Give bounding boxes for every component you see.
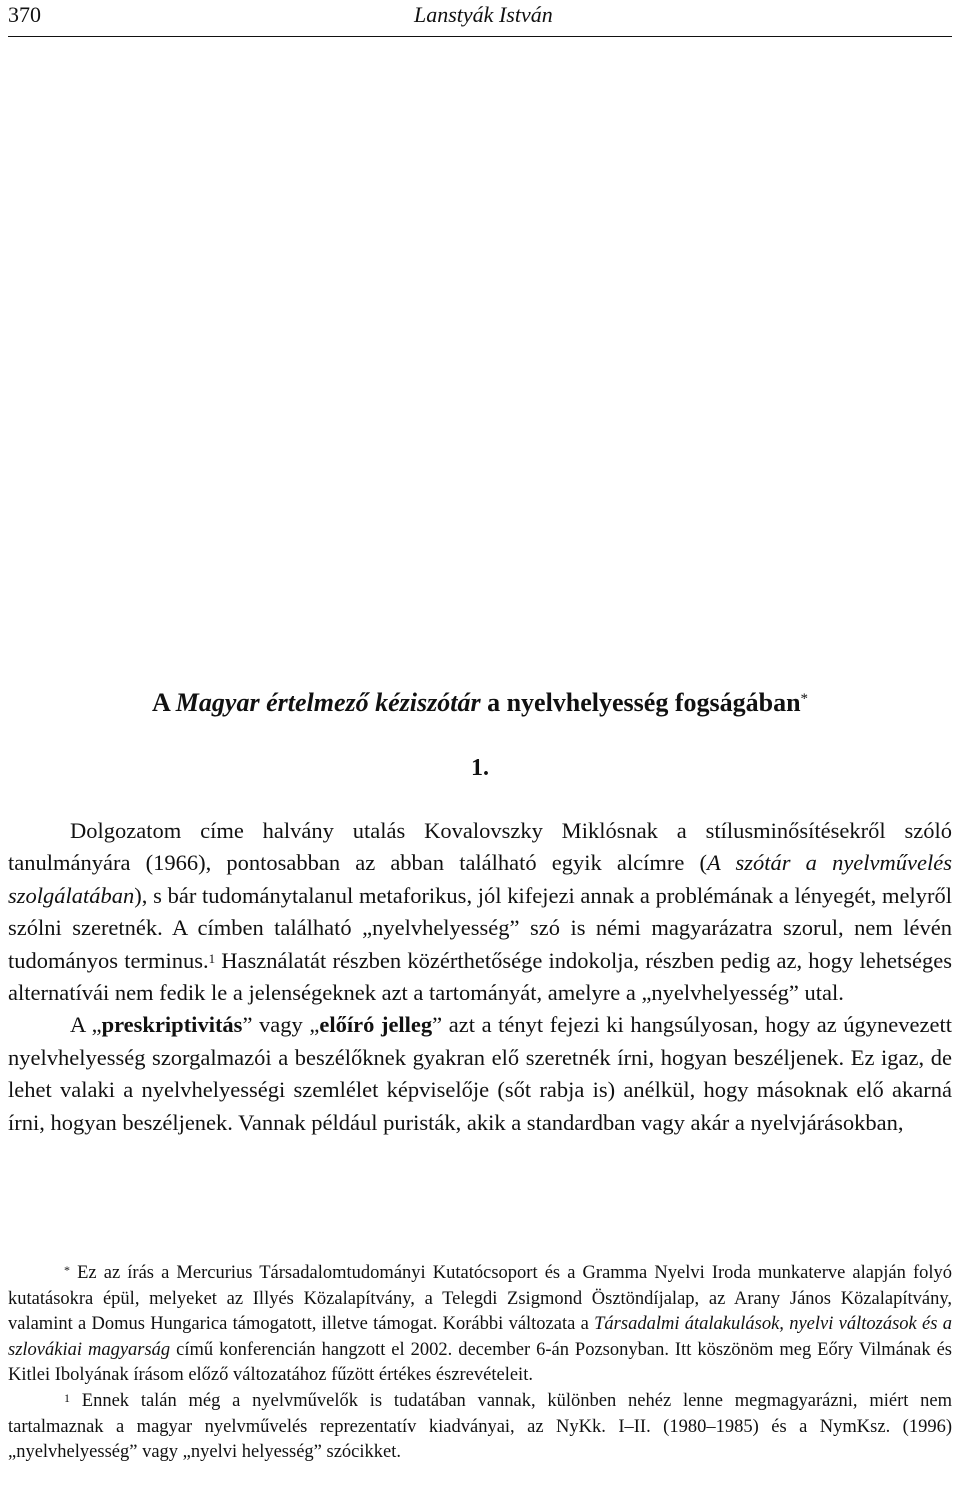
footnote-1-text: Ennek talán még a nyelvművelők is tudatában vannak, különben nehéz lenne megmagyarázni, miért nem tartalmaznak a magyar nyelvművelés reprezentatív kiadványai, az NyKk. I–II. (1980–1985) és a NymKsz. (1996) „nyelvhelyesség” vagy „nyelvi helyesség” szócikket. — [8, 1390, 952, 1463]
paragraph-2 — [8, 1009, 952, 1139]
footnote-ref-1: 1 — [208, 950, 216, 966]
footnote-1 — [8, 1389, 952, 1466]
footnote-star-text-b: című konferencián hangzott el 2002. december 6-án Pozsonyban. Itt köszönöm meg Eőry Vilmának és Kitlei Ibolyának írásom előző változatához fűzött értékes észrevételeit. — [8, 1339, 952, 1386]
body-text — [8, 815, 952, 1139]
paragraph-1-italic-subtitle: A szótár a nyelvművelés szolgálatában — [8, 850, 952, 908]
title-footnote-mark: * — [800, 691, 809, 707]
footnote-star-mark: * — [64, 1263, 70, 1277]
footnote-star-italic-conference: Társadalmi átalakulások, nyelvi változások és a szlovákiai magyarság — [8, 1314, 953, 1360]
footnote-star — [8, 1261, 952, 1389]
header-rule — [8, 36, 952, 37]
article-title — [0, 686, 960, 720]
title-part-1: A — [151, 688, 176, 717]
footnotes — [8, 1261, 952, 1466]
term-preskriptivitas: preskriptivitás — [101, 1012, 243, 1038]
paragraph-2-text-c: ” azt a tényt fejezi ki hangsúlyosan, hogy az úgynevezett nyelvhelyesség szorgalmazói a beszélőknek gyakran elő szeretnék írni, hogyan beszéljenek. Ez igaz, de lehet valaki a nyelvhelyességi szemlélet képviselője (sőt rabja is) anélkül, hogy másoknak elő akarná írni, hogyan beszéljenek. Vannak például puristák, akik a standardban vagy akár a nyelvjárásokban, — [8, 1012, 952, 1135]
page-number: 370 — [8, 2, 41, 27]
term-eloiro-jelleg: előíró jelleg — [319, 1012, 433, 1038]
paragraph-2-text-b: ” vagy „ — [242, 1012, 320, 1038]
title-part-2: a nyelvhelyesség fogságában — [480, 688, 801, 717]
page-header — [8, 0, 952, 34]
paragraph-1-text-b: ), s bár tudománytalanul metaforikus, jól kifejezi annak a problémának a lényegét, melyről szólni szeretnék. A címben található „nyelvhelyesség” szó is némi magyarázatra szorul, nem lévén tudományos terminus. — [8, 882, 952, 973]
paragraph-2-text-a: A „ — [70, 1012, 102, 1038]
paragraph-1-text-c: Használatát részben közérthetősége indokolja, részben pedig az, hogy lehetséges alternatívái nem fedik le a jelenségeknek azt a tartományát, amelyre a „nyelvhelyesség” utal. — [8, 947, 952, 1006]
running-head-author: Lanstyák István — [414, 2, 553, 27]
section-number: 1. — [471, 755, 489, 781]
footnote-1-mark: 1 — [64, 1390, 70, 1405]
footnote-star-text-a: Ez az írás a Mercurius Társadalomtudományi Kutatócsoport és a Gramma Nyelvi Iroda munkaterve alapján folyó kutatásokra épül, melyeket az Illyés Közalapítvány, a Telegdi Zsigmond Ösztöndíjalap, az Arany János Közalapítvány, valamint a Domus Hungarica támogatott, illetve támogat. Korábbi változata a — [8, 1263, 952, 1335]
paragraph-1-text-a: Dolgozatom címe halvány utalás Kovalovszky Miklósnak a stílusminősítésekről szóló tanulmányára (1966), pontosabban az abban található egyik alcímre ( — [8, 818, 952, 876]
paragraph-1 — [8, 815, 952, 1009]
title-italic-dictionary-name: Magyar értelmező kéziszótár — [175, 688, 481, 717]
